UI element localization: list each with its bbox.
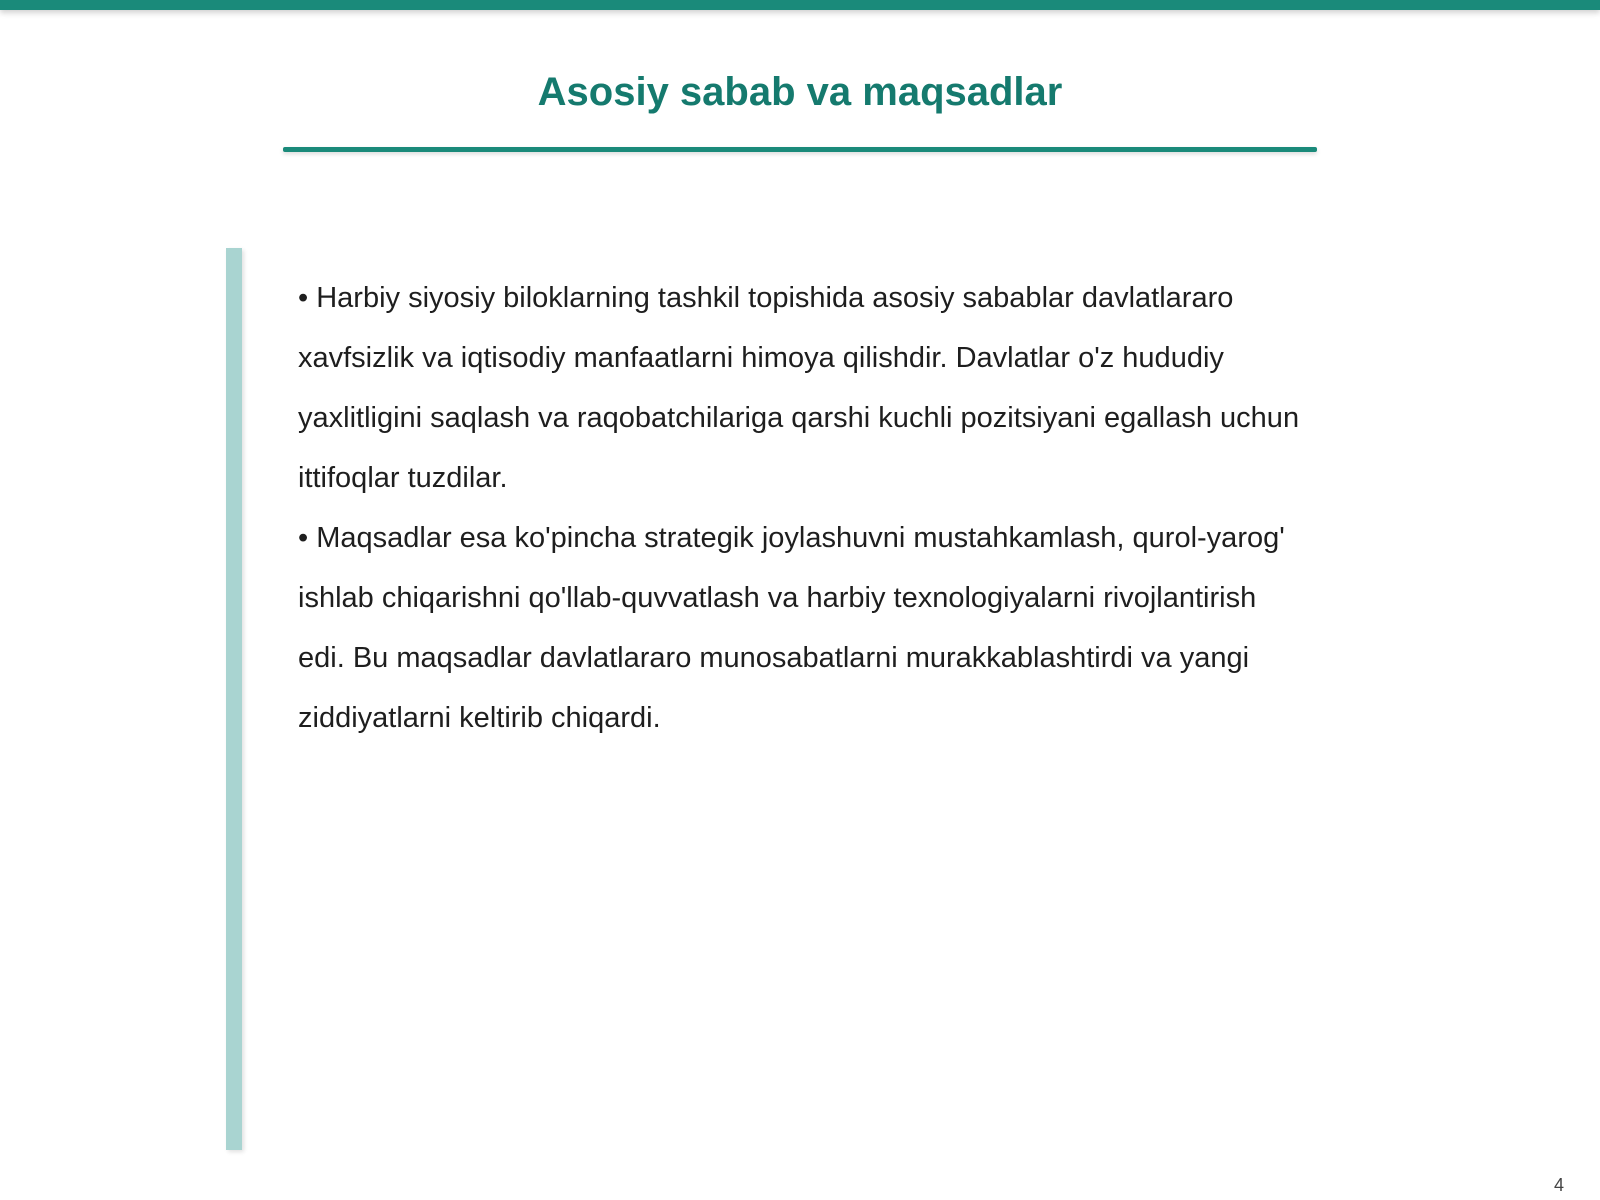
bullet-paragraph: • Maqsadlar esa ko'pincha strategik joylashuvni mustahkamlash, qurol-yarog' ishlab chiqarishni qo'llab-quvvatlash va harbiy texnologiyalarni rivojlantirish edi. Bu maqsadlar davlatlararo munosabatlarni murakkablashtirdi va yangi ziddiyatlarni keltirib chiqardi. [298,522,1285,734]
slide-title: Asosiy sabab va maqsadlar [537,70,1063,114]
top-accent-bar [0,0,1600,10]
side-accent-bar [226,248,242,1150]
title-underline [283,147,1317,152]
page-number: 4 [1553,1175,1564,1195]
content-body [298,268,1308,748]
bullet-paragraph: • Harbiy siyosiy biloklarning tashkil topishida asosiy sabablar davlatlararo xavfsizlik va iqtisodiy manfaatlarni himoya qilishdir. Davlatlar o'z hududiy yaxlitligini saqlash va raqobatchilariga qarshi kuchli pozitsiyani egallash uchun ittifoqlar tuzdilar. [298,282,1300,494]
